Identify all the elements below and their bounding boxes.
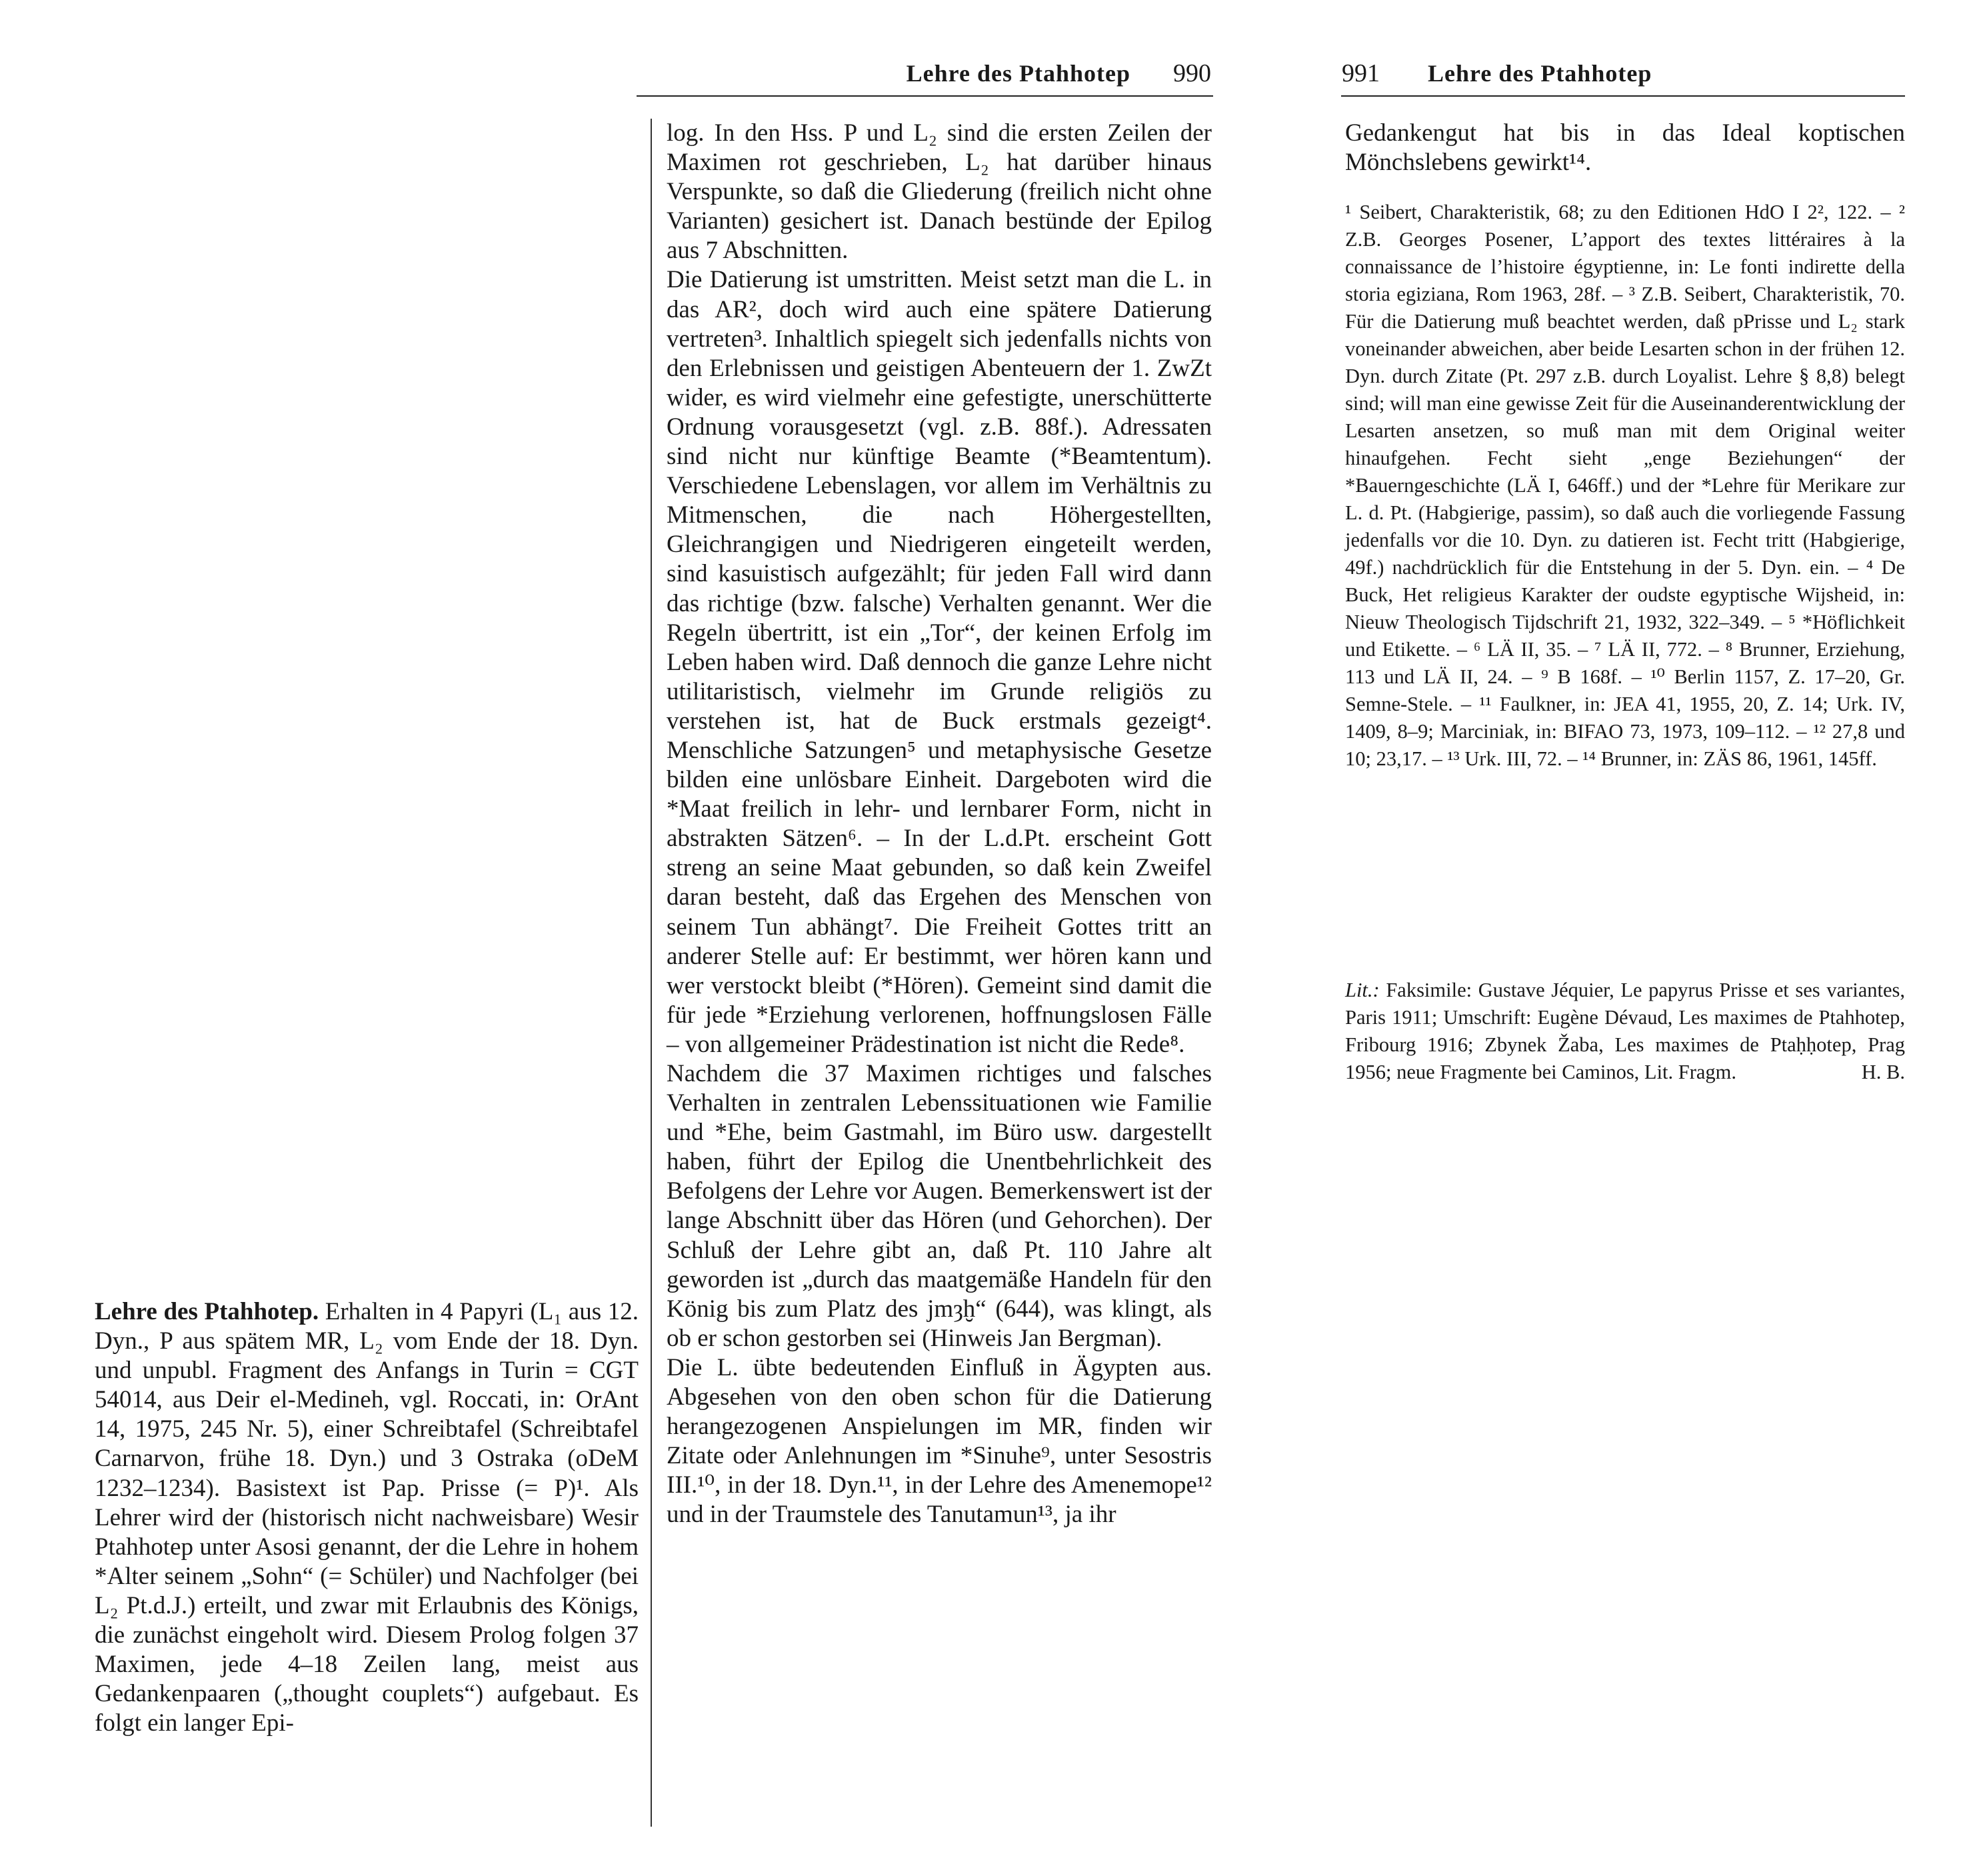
running-title-left: Lehre des Ptahhotep <box>906 60 1130 87</box>
paragraph-datierung: Die Datierung ist umstritten. Meist setzt man die L. in das AR², doch wird auch eine spätere Datierung vertreten³. Inhaltlich spiegelt sich jedenfalls nichts von den Erlebnissen und geistigen Abenteuern der 1. ZwZt wider, es wird vielmehr eine gefestigte, unerschütterte Ordnung vorausgesetzt (vgl. z.B. 88f.). Adressaten sind nicht nur künftige Beamte (*Beamtentum). Verschiedene Lebenslagen, vor allem im Verhältnis zu Mitmenschen, die nach Höhergestellten, Gleichrangigen und Niedrigeren eingeteilt werden, sind kasuistisch aufgezählt; für jeden Fall wird dann das richtige (bzw. falsche) Verhalten genannt. Wer die Regeln übertritt, ist ein „Tor“, der keinen Erfolg im Leben haben wird. Daß dennoch die ganze Lehre nicht utilitaristisch, vielmehr im Grunde religiös zu verstehen ist, hat de Buck erstmals gezeigt⁴. Menschliche Satzungen⁵ und metaphysische Gesetze bilden eine unlösbare Einheit. Dargeboten wird die *Maat freilich in lehr- und lernbarer Form, nicht in abstrakten Sätzen⁶. – In der L.d.Pt. erscheint Gott streng an seine Maat gebunden, so daß kein Zweifel daran besteht, daß das Ergehen des Menschen von seinem Tun abhängt⁷. Die Freiheit Gottes tritt an anderer Stelle auf: Er bestimmt, wer hören kann und wer verstockt bleibt (*Hören). Gemeint sind damit die für jede *Erziehung verlorenen, hoffnungslosen Fälle – von allgemeiner Prädestination ist nicht die Rede⁸. <box>667 266 1212 1058</box>
page-number-right: 991 <box>1342 59 1380 87</box>
header-rule-left <box>637 95 1213 97</box>
header-rule-right <box>1341 95 1905 97</box>
paragraph-epilog: log. In den Hss. P und L₂ sind die ersten Zeilen der Maximen rot geschrieben, L₂ hat darüber hinaus Verspunkte, so daß die Gliederung (freilich nicht ohne Varianten) gesichert ist. Danach bestünde der Epilog aus 7 Abschnitten. <box>667 119 1212 265</box>
running-header-left <box>875 59 1211 88</box>
running-header-right <box>1342 59 1808 88</box>
footnotes-text: ¹ Seibert, Charakteristik, 68; zu den Editionen HdO I 2², 122. – ² Z.B. Georges Posener, L’apport des textes littéraires à la connaissance de l’histoire égyptienne, in: Le fonti indirette della storia egiziana, Rom 1963, 28f. – ³ Z.B. Seibert, Charakteristik, 70. Für die Datierung muß beachtet werden, daß pPrisse und L₂ stark voneinander abweichen, aber beide Lesarten schon in der frühen 12. Dyn. durch Zitate (Pt. 297 z.B. durch Loyalist. Lehre § 8,8) belegt sind; will man eine gewisse Zeit für die Auseinanderentwicklung der Lesarten ansetzen, so muß man mit dem Original weiter hinaufgehen. Fecht sieht „enge Beziehungen“ der *Bauerngeschichte (LÄ I, 646ff.) und der *Lehre für Merikare zur L. d. Pt. (Habgierige, passim), so daß auch die vorliegende Fassung jedenfalls vor die 10. Dyn. zu datieren ist. Fecht tritt (Habgierige, 49f.) nachdrücklich für die Entstehung in der 5. Dyn. ein. – ⁴ De Buck, Het religieus Karakter der oudste egyptische Wijsheid, in: Nieuw Theologisch Tijdschrift 21, 1932, 322–349. – ⁵ *Höflichkeit und Etikette. – ⁶ LÄ II, 35. – ⁷ LÄ II, 772. – ⁸ Brunner, Erziehung, 113 und LÄ II, 24. – ⁹ B 168f. – ¹⁰ Berlin 1157, Z. 17–20, Gr. Semne-Stele. – ¹¹ Faulkner, in: JEA 41, 1955, 20, Z. 14; Urk. IV, 1409, 8–9; Marciniak, in: BIFAO 73, 1973, 109–112. – ¹² 27,8 und 10; 23,17. – ¹³ Urk. III, 72. – ¹⁴ Brunner, in: ZÄS 86, 1961, 145ff. <box>1345 201 1905 770</box>
column-b <box>667 119 1212 1530</box>
paragraph-einfluss: Die L. übte bedeutenden Einfluß in Ägypten aus. Abgesehen von den oben schon für die Datierung herangezogenen Anspielungen im MR, finden wir Zitate oder Anlehnungen im *Sinuhe⁹, unter Sesostris III.¹⁰, in der 18. Dyn.¹¹, in der Lehre des Amenemope¹² und in der Traumstele des Tanutamun¹³, ja ihr <box>667 1353 1212 1529</box>
column-a <box>95 1297 639 1738</box>
footnotes <box>1345 199 1905 773</box>
entry-text: Erhalten in 4 Papyri (L₁ aus 12. Dyn., P aus spätem MR, L₂ vom Ende der 18. Dyn. und unpubl. Fragment des Anfangs in Turin = CGT 54014, aus Deir el-Medineh, vgl. Roccati, in: OrAnt 14, 1975, 245 Nr. 5), einer Schreibtafel (Schreibtafel Carnarvon, frühe 18. Dyn.) und 3 Ostraka (oDeM 1232–1234). Basistext ist Pap. Prisse (= P)¹. Als Lehrer wird der (historisch nicht nachweisbare) Wesir Ptahhotep unter Asosi genannt, der die Lehre in hohem *Alter seinem „Sohn“ (= Schüler) und Nachfolger (bei L₂ Pt.d.J.) erteilt, und zwar mit Erlaubnis des Königs, die zunächst eingeholt wird. Diesem Prolog folgen 37 Maximen, jede 4–18 Zeilen lang, meist aus Gedankenpaaren („thought couplets“) aufgebaut. Es folgt ein langer Epi- <box>95 1298 639 1737</box>
paragraph-continuation: Gedankengut hat bis in das Ideal koptischen Mönchslebens gewirkt¹⁴. <box>1345 119 1905 177</box>
paragraph-maximen: Nachdem die 37 Maximen richtiges und falsches Verhalten in zentralen Lebenssituationen wie Familie und *Ehe, beim Gastmahl, im Büro usw. dargestellt haben, führt der Epilog die Unentbehrlichkeit des Befolgens der Lehre vor Augen. Bemerkenswert ist der lange Abschnitt über das Hören (und Gehorchen). Der Schluß der Lehre gibt an, daß Pt. 110 Jahre alt geworden ist „durch das maatgemäße Handeln für den König bis zum Platz des jmȝḫ“ (644), was klingt, als ob er schon gestorben sei (Hinweis Jan Bergman). <box>667 1060 1212 1352</box>
literature-label: Lit.: <box>1345 979 1380 1001</box>
running-title-right: Lehre des Ptahhotep <box>1428 60 1652 87</box>
column-divider <box>651 119 652 1827</box>
entry-title: Lehre des Ptahhotep. <box>95 1298 319 1325</box>
entry-paragraph <box>95 1297 639 1738</box>
literature-section <box>1345 977 1905 1086</box>
author-initials: H. B. <box>1861 1061 1905 1083</box>
literature-text: Faksimile: Gustave Jéquier, Le papyrus Prisse et ses variantes, Paris 1911; Umschrift: Eugène Dévaud, Les maximes de Ptahhotep, Fribourg 1916; Zbynek Žaba, Les maximes de Ptaḥḥotep, Prag 1956; neue Fragmente bei Caminos, Lit. Fragm. <box>1345 979 1905 1083</box>
column-c <box>1345 119 1905 177</box>
page-number-left: 990 <box>1173 59 1211 87</box>
